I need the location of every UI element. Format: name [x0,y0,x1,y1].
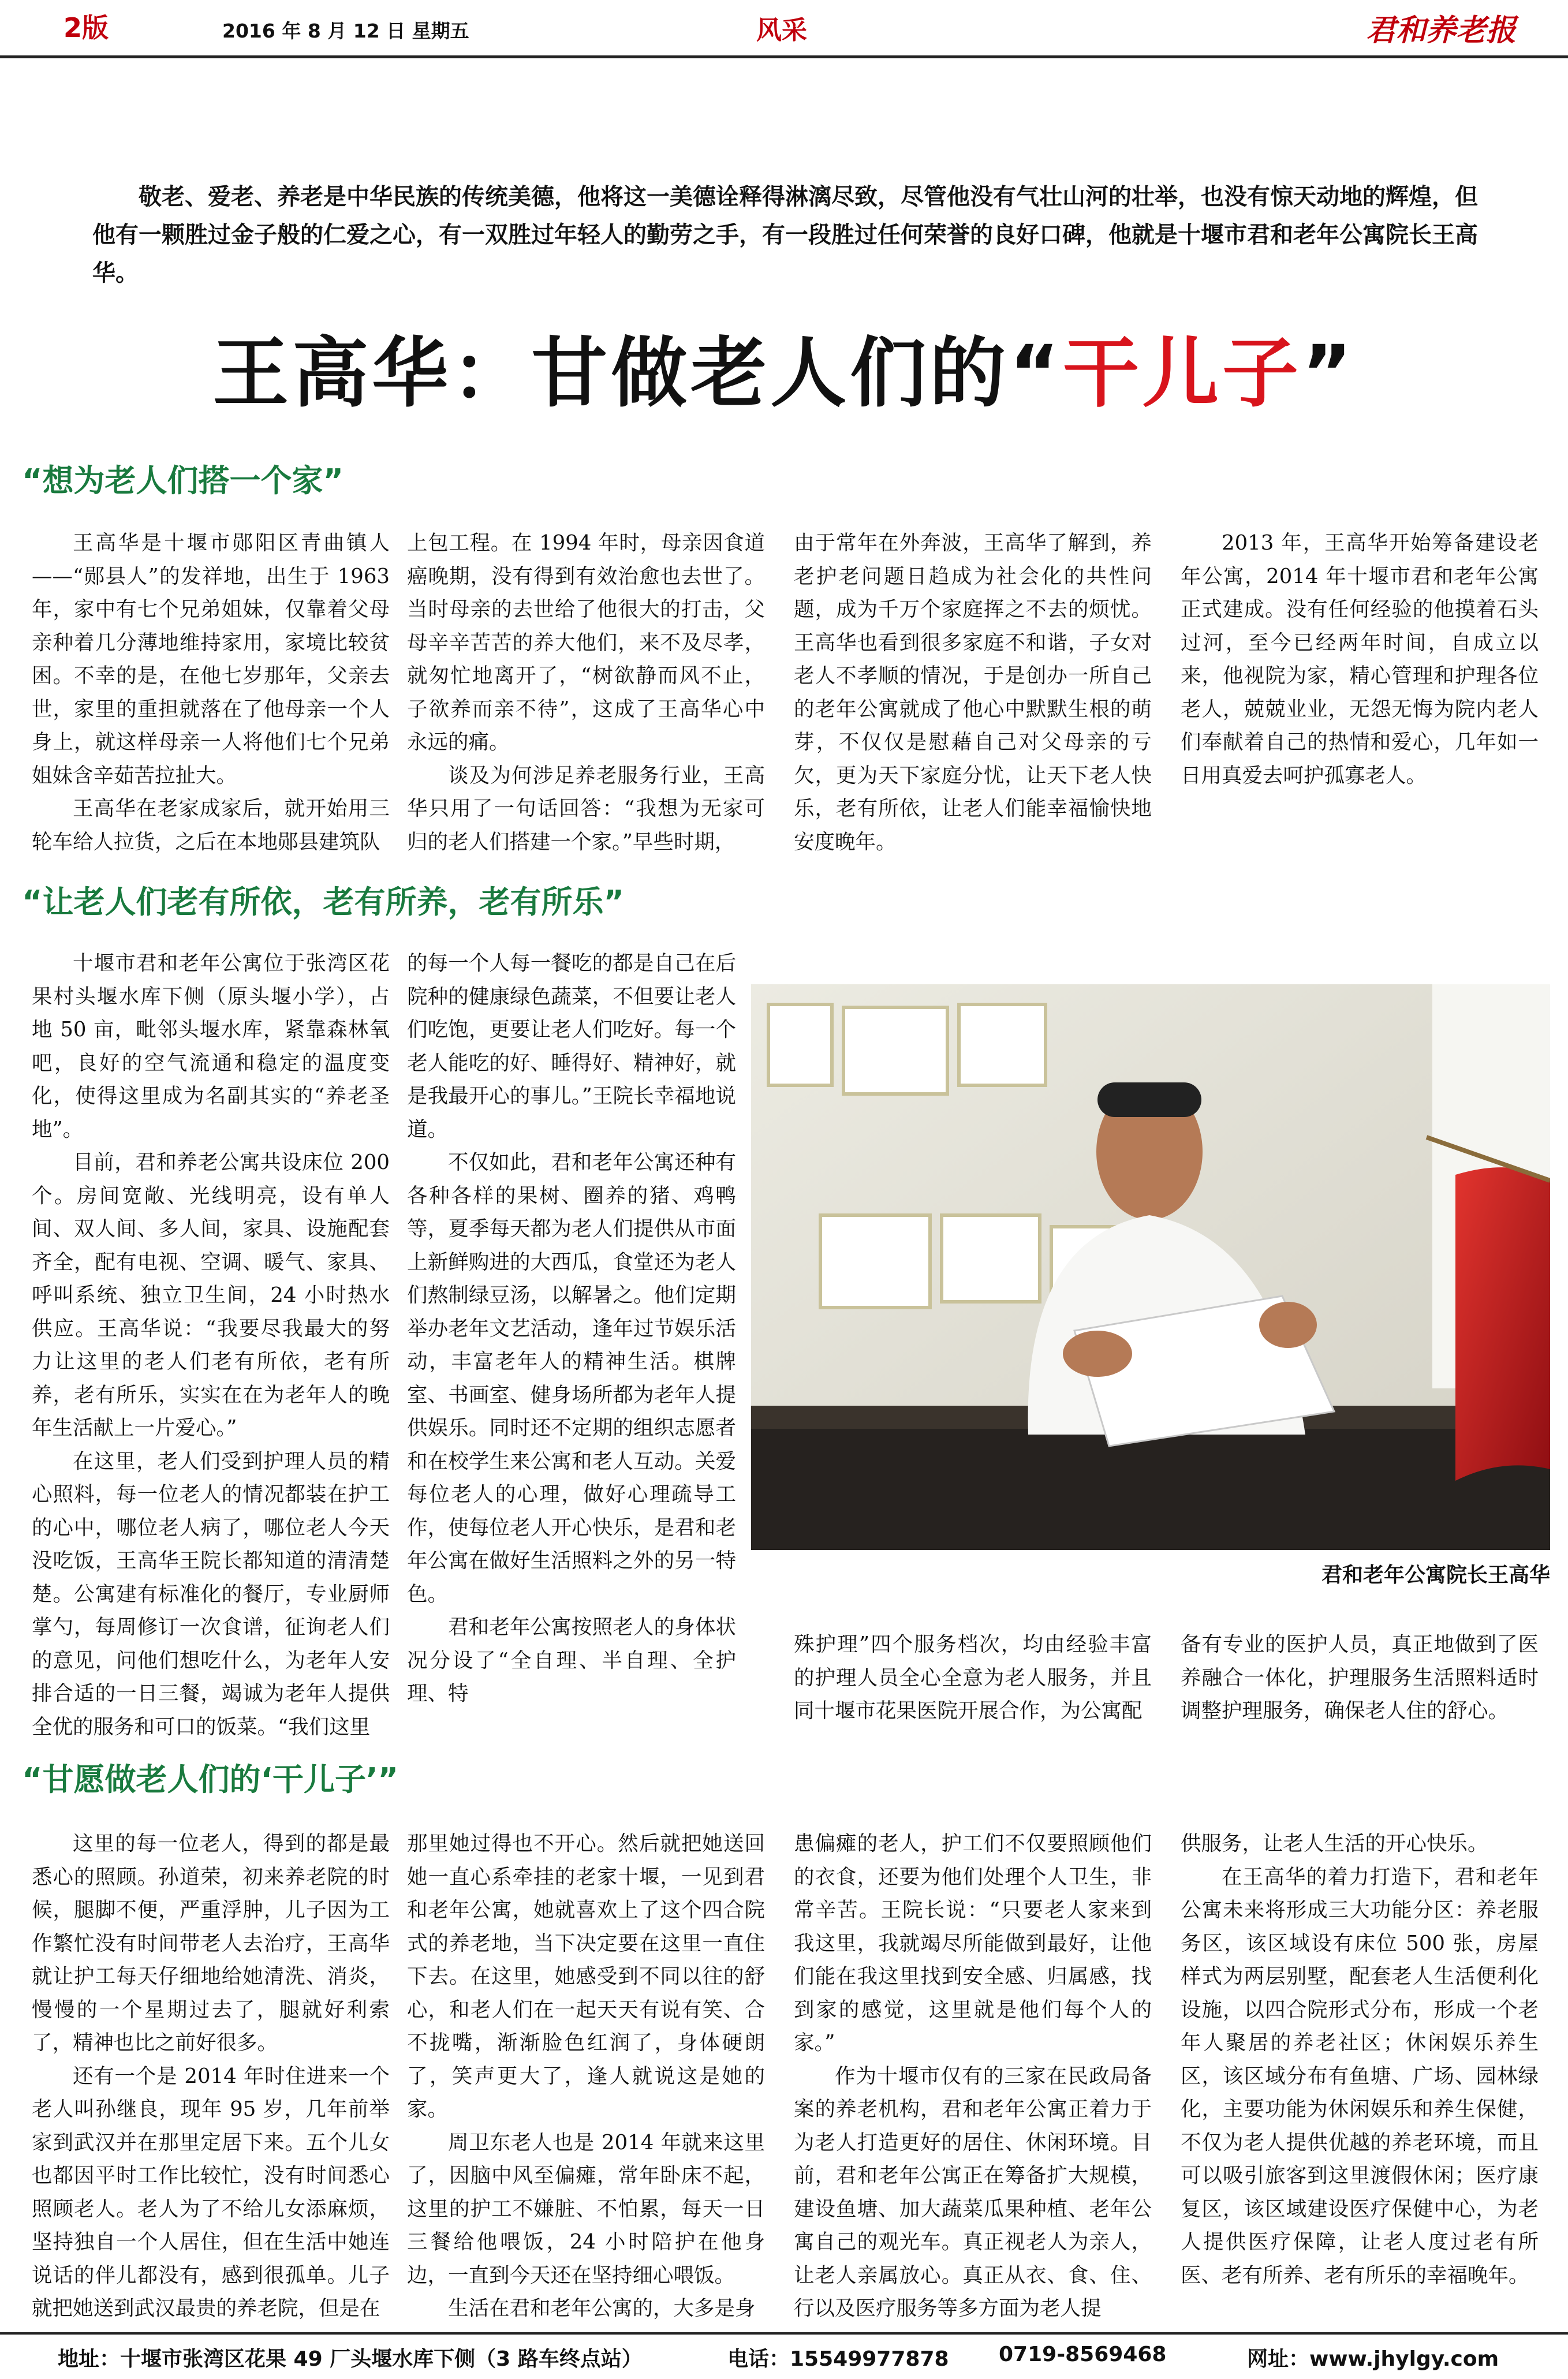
paragraph: 十堰市君和老年公寓位于张湾区花果村头堰水库下侧（原头堰小学），占地 50 亩，毗邻头堰水库，紧靠森林氧吧，良好的空气流通和稳定的温度变化，使得这里成为名副其实的“养老圣地”。 [32,951,390,1141]
footer-phone: 电话：15549977878 [727,2347,949,2371]
paragraph: 2013 年，王高华开始筹备建设老年公寓，2014 年十堰市君和老年公寓正式建成。没有任何经验的他摸着石头过河，至今已经两年时间，自成立以来，他视院为家，精心管理和护理各位老人，兢兢业业，无怨无悔为院内老人们奉献着自己的热情和爱心，几年如一日用真爱去呵护孤寡老人。 [1181,531,1539,787]
paragraph: 周卫东老人也是 2014 年就来这里了，因脑中风至偏瘫，常年卧床不起，这里的护工不嫌脏、不怕累，每天一日三餐给他喂饭，24 小时陪护在他身边，一直到今天还在坚持细心喂饭。 [407,2130,765,2287]
s2-column-4 [1181,1628,1539,1728]
paragraph: 殊护理”四个服务档次，均由经验丰富的护理人员全心全意为老人服务，并且同十堰市花果医院开展合作，为公寓配 [794,1633,1152,1723]
s2-column-1 [32,947,390,1743]
portrait-photo-image [751,984,1550,1550]
paragraph: 还有一个是 2014 年时住进来一个老人叫孙继良，现年 95 岁，几年前举家到武汉并在那里定居下来。五个儿女也都因平时工作比较忙，没有时间悉心照顾老人。老人为了不给儿女添麻烦，坚持独自一个人居住，但在生活中她连说话的伴儿都没有，感到很孤单。儿子就把她送到武汉最贵的养老院，但是在 [32,2064,390,2320]
headline-quote-close: ” [1302,329,1356,418]
intro-paragraph: 敬老、爱老、养老是中华民族的传统美德，他将这一美德诠释得淋漓尽致，尽管他没有气壮山河的壮举，也没有惊天动地的辉煌，但他有一颗胜过金子般的仁爱之心，有一双胜过年轻人的勤劳之手，有一段胜过任何荣誉的良好口碑，他就是十堰市君和老年公寓院长王高华。 [92,184,1478,286]
paragraph: 在王高华的着力打造下，君和老年公寓未来将形成三大功能分区：养老服务区，该区域设有床位 500 张，房屋样式为两层别墅，配套老人生活便利化设施，以四合院形式分布，形成一个老年人聚居的养老社区；休闲娱乐养生区，该区域分布有鱼塘、广场、园林绿化，主要功能为休闲娱乐和养生保健，不仅为老人提供优越的养老环境，而且可以吸引旅客到这里渡假休闲；医疗康复区，该区域建设医疗保健中心，为老人提供医疗保障，让老人度过老有所医、老有所养、老有所乐的幸福晚年。 [1181,1865,1539,2287]
paragraph: 这里的每一位老人，得到的都是最悉心的照顾。孙道荣，初来养老院的时候，腿脚不便，严重浮肿，儿子因为工作繁忙没有时间带老人去治疗，王高华就让护工每天仔细地给她清洗、消炎，慢慢的一个星期过去了，腿就好利索了，精神也比之前好很多。 [32,1832,390,2055]
s2-column-3 [794,1628,1152,1728]
section-name: 风采 [756,16,807,45]
paragraph: 那里她过得也不开心。然后就把她送回她一直心系牵挂的老家十堰，一见到君和老年公寓，她就喜欢上了这个四合院式的养老地，当下决定要在这里一直住下去。在这里，她感受到不同以往的舒心，和老人们在一起天天有说有笑、合不拢嘴，渐渐脸色红润了，身体硬朗了，笑声更大了，逢人就说这是她的家。 [407,1832,765,2121]
paragraph: 由于常年在外奔波，王高华了解到，养老护老问题日趋成为社会化的共性问题，成为千万个家庭挥之不去的烦忧。王高华也看到很多家庭不和谐，子女对老人不孝顺的情况，于是创办一所自己的老年公寓就成了他心中默默生根的萌芽，不仅仅是慰藉自己对父母亲的亏欠，更为天下家庭分忧，让天下老人快乐，老有所依，让老人们能幸福愉快地安度晚年。 [794,531,1152,854]
s1-column-3 [794,526,1152,858]
paragraph: 作为十堰市仅有的三家在民政局备案的养老机构，君和老年公寓正着力于为老人打造更好的居住、休闲环境。目前，君和老年公寓正在筹备扩大规模，建设鱼塘、加大蔬菜瓜果种植、老年公寓自己的观光车。真正视老人为亲人，让老人亲属放心。真正从衣、食、住、行以及医疗服务等多方面为老人提 [794,2064,1152,2320]
paragraph: 王高华在老家成家后，就开始用三轮车给人拉货，之后在本地郧县建筑队 [32,797,390,854]
headline-highlight: 干儿子 [1063,329,1302,418]
page-footer [0,2332,1568,2379]
s1-column-1 [32,526,390,858]
portrait-photo [751,984,1550,1550]
s1-column-2 [407,526,765,858]
photo-caption: 君和老年公寓院长王高华 [1321,1563,1550,1587]
s1-column-4 [1181,526,1539,792]
newspaper-name: 君和养老报 [1365,13,1516,48]
headline [0,312,1568,421]
page-header [0,0,1568,58]
footer-website: 网址：www.jhylgy.com [1247,2347,1499,2371]
paragraph: 的每一个人每一餐吃的都是自己在后院种的健康绿色蔬菜，不但要让老人们吃饱，更要让老人们吃好。每一个老人能吃的好、睡得好、精神好，就是我最开心的事儿。”王院长幸福地说道。 [407,951,736,1141]
s3-column-2 [407,1827,765,2325]
headline-quote-open: “ [1009,329,1063,418]
paragraph: 王高华是十堰市郧阳区青曲镇人——“郧县人”的发祥地，出生于 1963 年，家中有七个兄弟姐妹，仅靠着父母亲种着几分薄地维持家用，家境比较贫困。不幸的是，在他七岁那年，父亲去世，家里的重担就落在了他母亲一个人身上，就这样母亲一人将他们七个兄弟姐妹含辛茹苦拉扯大。 [32,531,390,787]
paragraph: 备有专业的医护人员，真正地做到了医养融合一体化，护理服务生活照料适时调整护理服务，确保老人住的舒心。 [1181,1633,1539,1723]
paragraph: 君和老年公寓按照老人的身体状况分设了“全自理、半自理、全护理、特 [407,1615,736,1705]
s2-column-2 [407,947,736,1711]
footer-address: 地址：十堰市张湾区花果 49 厂头堰水库下侧（3 路车终点站） [58,2347,643,2371]
section-heading-3: “甘愿做老人们的‘干儿子’” [22,1761,399,1798]
headline-main: 王高华：甘做老人们的 [212,329,1010,418]
issue-date: 2016 年 8 月 12 日 星期五 [222,20,469,42]
paragraph: 目前，君和养老公寓共设床位 200 个。房间宽敞、光线明亮，设有单人间、双人间、多人间，家具、设施配套齐全，配有电视、空调、暖气、家具、呼叫系统、独立卫生间，24 小时热水供应。王高华说：“我要尽我最大的努力让这里的老人们老有所依，老有所养，老有所乐，实实在在为老年人的晚年生活献上一片爱心。” [32,1151,390,1440]
s3-column-4 [1181,1827,1539,2292]
paragraph: 生活在君和老年公寓的，大多是身 [448,2296,756,2320]
s3-column-1 [32,1827,390,2325]
section-heading-1: “想为老人们搭一个家” [22,462,344,499]
paragraph: 供服务，让老人生活的开心快乐。 [1181,1832,1488,1855]
paragraph: 患偏瘫的老人，护工们不仅要照顾他们的衣食，还要为他们处理个人卫生，非常辛苦。王院长说：“只要老人家来到我这里，我就竭尽所能做到最好，让他们能在我这里找到安全感、归属感，找到家的感觉，这里就是他们每个人的家。” [794,1832,1152,2055]
s3-column-3 [794,1827,1152,2325]
paragraph: 谈及为何涉足养老服务行业，王高华只用了一句话回答：“我想为无家可归的老人们搭建一个家。”早些时期， [407,763,765,854]
paragraph: 不仅如此，君和老年公寓还种有各种各样的果树、圈养的猪、鸡鸭等，夏季每天都为老人们提供从市面上新鲜购进的大西瓜，食堂还为老人们熬制绿豆汤，以解暑之。他们定期举办老年文艺活动，逢年过节娱乐活动，丰富老年人的精神生活。棋牌室、书画室、健身场所都为老年人提供娱乐。同时还不定期的组织志愿者和在校学生来公寓和老人互动。关爱每位老人的心理，做好心理疏导工作，使每位老人开心快乐，是君和老年公寓在做好生活照料之外的另一特色。 [407,1151,736,1606]
edition-number: 2版 [64,12,109,43]
paragraph: 上包工程。在 1994 年时，母亲因食道癌晚期，没有得到有效治愈也去世了。当时母亲的去世给了他很大的打击，父母辛辛苦苦的养大他们，来不及尽孝，就匆忙地离开了，“树欲静而风不止，子欲养而亲不待”，这成了王高华心中永远的痛。 [407,531,765,754]
section-heading-2: “让老人们老有所依，老有所养，老有所乐” [22,884,624,920]
footer-telephone: 0719-8569468 [999,2343,1167,2366]
paragraph: 在这里，老人们受到护理人员的精心照料，每一位老人的情况都装在护工的心中，哪位老人病了，哪位老人今天没吃饭，王高华王院长都知道的清清楚楚。公寓建有标准化的餐厅，专业厨师掌勺，每周修订一次食谱，征询老人们的意见，问他们想吃什么，为老年人安排合适的一日三餐，竭诚为老年人提供全优的服务和可口的饭菜。“我们这里 [32,1449,390,1739]
